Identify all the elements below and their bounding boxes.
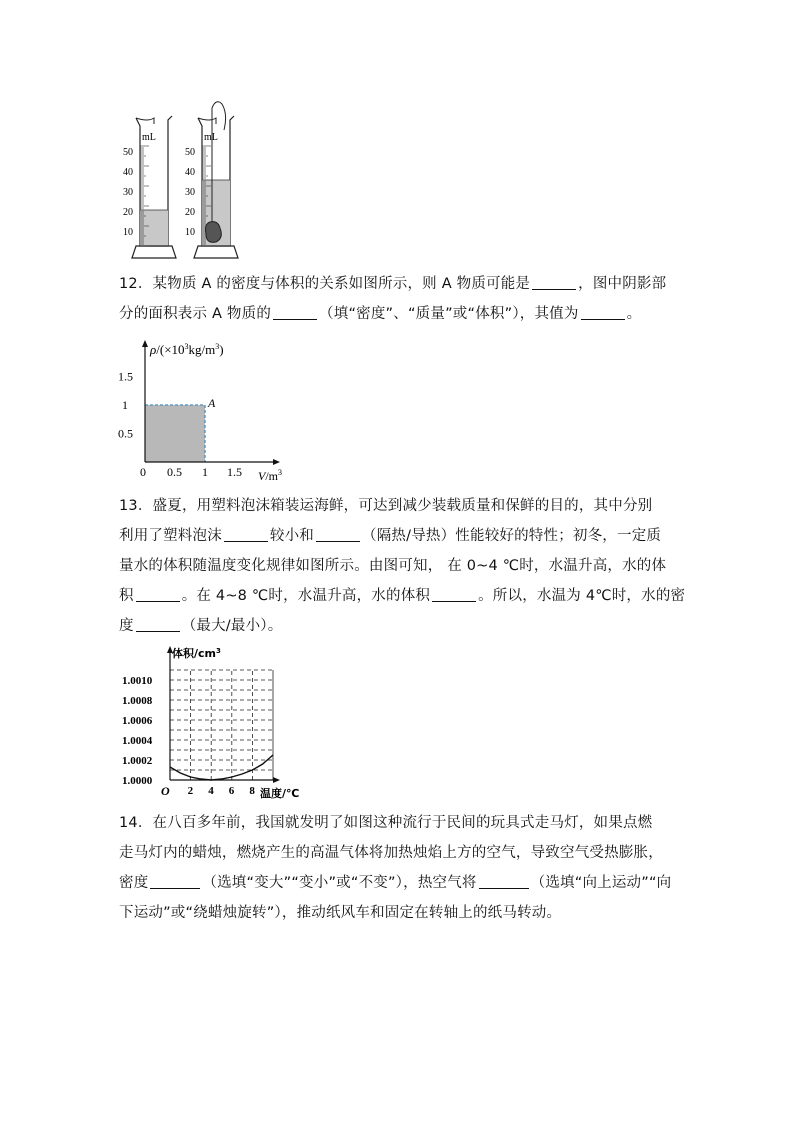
x-tick-label: 4 — [208, 785, 214, 797]
q12-line-1 — [119, 272, 666, 293]
y-tick-label: 1.0002 — [122, 755, 153, 767]
tick-label-40-left: 40 — [123, 167, 133, 178]
q13-line-4 — [119, 584, 685, 605]
answer-blank[interactable] — [479, 874, 529, 889]
q13-line-3 — [119, 554, 666, 575]
x-axis-label: $V/m^3$ — [258, 468, 283, 482]
q13-line-5 — [119, 614, 282, 635]
q14-line-3 — [119, 871, 671, 892]
y-axis-arrow-icon — [142, 340, 148, 347]
answer-blank[interactable] — [136, 587, 180, 602]
tick-label-20-right: 20 — [185, 207, 195, 218]
x-axis-arrow-icon — [273, 777, 280, 783]
q13-text-2c: （隔热/导热）性能较好的特性；初冬，一定质 — [362, 528, 662, 544]
answer-blank[interactable] — [224, 527, 268, 542]
cylinders-figure — [118, 96, 248, 262]
q14-line-4 — [119, 901, 561, 922]
q13-text-1: 13．盛夏，用塑料泡沫箱装运海鲜，可达到减少装载质量和保鲜的目的，其中分别 — [119, 498, 653, 514]
origin-label: 0 — [140, 465, 146, 479]
y-tick-label: 1.5 — [118, 369, 133, 384]
q14-text-3c: （选填“向上运动”“向 — [530, 875, 672, 891]
tick-label-30-left: 30 — [123, 187, 133, 198]
x-tick-label: 6 — [228, 785, 235, 797]
answer-blank[interactable] — [150, 874, 200, 889]
q13-text-4b: 。在 4~8 ℃时，水温升高，水的体积 — [181, 588, 431, 604]
x-tick-label: 0.5 — [167, 465, 182, 479]
q14-line-1 — [119, 811, 652, 832]
q12-text-2c: 。 — [626, 306, 642, 322]
q14-text-3b: （选填“变大”“变小”或“不变”），热空气将 — [202, 875, 477, 891]
q12-text-2b: （填“密度”、“质量”或“体积”），其值为 — [319, 306, 579, 322]
y-tick-label: 1.0006 — [122, 715, 153, 727]
cylinder-left-base — [132, 246, 176, 258]
cylinder-right — [185, 102, 238, 258]
q14-text-3a: 密度 — [119, 875, 149, 891]
y-tick-label: 1.0000 — [122, 775, 153, 787]
x-tick-label: 2 — [187, 785, 194, 797]
answer-blank[interactable] — [273, 305, 317, 320]
y-tick-label: 1.0010 — [122, 675, 153, 687]
unit-label-left: mL — [142, 132, 156, 143]
q14-line-2 — [119, 841, 663, 862]
answer-blank[interactable] — [432, 587, 476, 602]
q13-text-4c: 。所以，水温为 4℃时，水的密 — [478, 588, 686, 604]
q13-text-3: 量水的体积随温度变化规律如图所示。由图可知， 在 0~4 ℃时，水温升高，水的体 — [119, 558, 667, 574]
q13-text-4a: 积 — [119, 588, 134, 604]
tick-label-50-right: 50 — [185, 147, 195, 158]
unit-label-right: mL — [204, 132, 218, 143]
volume-chart — [118, 640, 318, 802]
tick-label-20-left: 20 — [123, 207, 133, 218]
stone-icon — [206, 222, 222, 243]
y-tick-label: 1.0004 — [122, 735, 153, 747]
q13-line-1 — [119, 494, 652, 515]
shaded-area — [145, 405, 205, 462]
tick-label-10-right: 10 — [185, 227, 195, 238]
volume-curve — [170, 755, 273, 780]
point-a-label: A — [208, 396, 216, 410]
q14-text-2: 走马灯内的蜡烛，燃烧产生的高温气体将加热烛焰上方的空气，导致空气受热膨胀， — [119, 845, 663, 861]
x-tick-label: 1.5 — [227, 465, 242, 479]
x-tick-label: 1 — [202, 465, 208, 479]
tick-label-10-left: 10 — [123, 227, 133, 238]
cylinder-right-base — [194, 246, 238, 258]
x-axis-label: 温度/℃ — [260, 787, 300, 800]
y-tick-label: 1 — [122, 398, 128, 412]
q14-text-4: 下运动”或“绕蜡烛旋转”），推动纸风车和固定在转轴上的纸马转动。 — [119, 905, 562, 921]
q12-text-2a: 分的面积表示 A 物质的 — [119, 306, 272, 322]
q13-line-2 — [119, 524, 661, 545]
y-tick-label: 1.0008 — [122, 695, 153, 707]
q12-line-2 — [119, 302, 641, 323]
x-tick-label: 8 — [249, 785, 255, 797]
q13-text-2a: 利用了塑料泡沫 — [119, 528, 222, 544]
q12-text-1b: ，图中阴影部 — [578, 276, 667, 292]
q12-text-1a: 12．某物质 A 的密度与体积的关系如图所示，则 A 物质可能是 — [119, 276, 531, 292]
answer-blank[interactable] — [316, 527, 360, 542]
answer-blank[interactable] — [136, 617, 180, 632]
cylinder-left — [123, 116, 176, 258]
x-axis-arrow-icon — [273, 459, 280, 465]
answer-blank[interactable] — [581, 305, 625, 320]
tick-label-50-left: 50 — [123, 147, 133, 158]
q13-text-5b: （最大/最小）。 — [181, 618, 283, 634]
q14-text-1: 14．在八百多年前，我国就发明了如图这种流行于民间的玩具式走马灯，如果点燃 — [119, 815, 653, 831]
origin-label: O — [161, 784, 170, 798]
water-left — [140, 210, 168, 246]
q13-text-2b: 较小和 — [269, 528, 315, 544]
y-axis-label: $\rho/(\times 10^3kg/m^3)$ — [150, 342, 224, 357]
density-chart — [118, 332, 298, 482]
tick-label-40-right: 40 — [185, 167, 195, 178]
q13-text-5a: 度 — [119, 618, 134, 634]
y-tick-label: 0.5 — [118, 426, 133, 441]
y-axis-label: 体积$/cm^3$ — [172, 647, 221, 660]
answer-blank[interactable] — [532, 275, 576, 290]
tick-label-30-right: 30 — [185, 187, 195, 198]
